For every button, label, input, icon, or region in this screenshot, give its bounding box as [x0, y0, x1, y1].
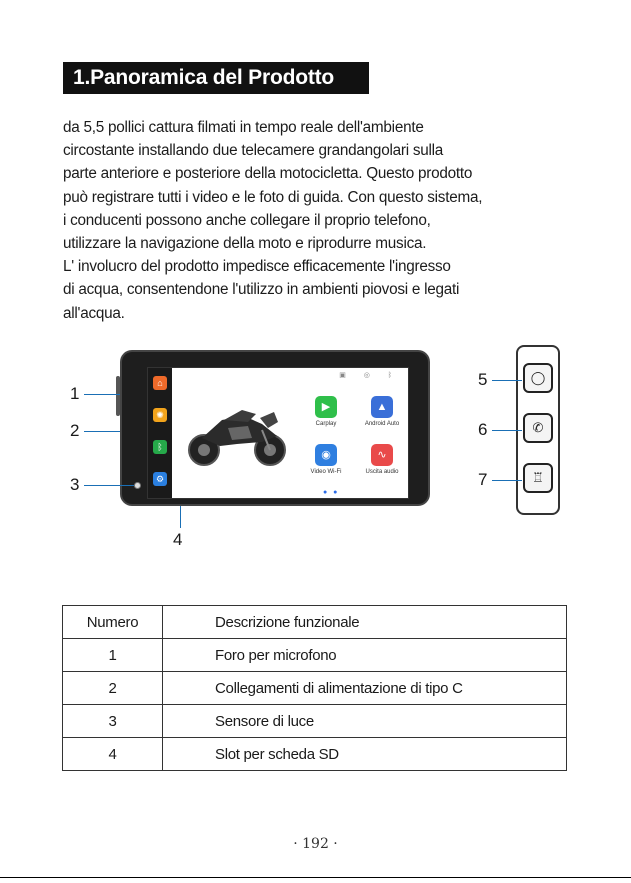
intro-line: da 5,5 pollici cattura filmati in tempo reale dell'ambiente	[63, 119, 424, 136]
circle-button-icon: ◯	[523, 363, 553, 393]
table-cell: Sensore di luce	[163, 705, 567, 738]
intro-line: può registrare tutti i video e le foto di guida. Con questo sistema,	[63, 188, 483, 206]
table-row	[63, 738, 567, 771]
callout-5: 5	[478, 370, 488, 389]
table-cell: 3	[63, 705, 163, 738]
intro-line: all'acqua.	[63, 304, 125, 322]
callout-line	[492, 430, 522, 431]
table-header: Descrizione funzionale	[163, 606, 567, 639]
table-cell: Slot per scheda SD	[163, 738, 567, 771]
function-table	[62, 605, 567, 771]
status-icons: ▣ ◎ ᛒ	[339, 372, 400, 379]
callout-7: 7	[478, 470, 488, 489]
page-dots: ● ●	[323, 489, 340, 496]
page-number: · 192 ·	[293, 836, 338, 852]
bluetooth-icon: ᛒ	[153, 440, 167, 454]
remote-control	[516, 345, 560, 515]
app-label: Carplay	[315, 421, 337, 427]
callout-line	[492, 380, 522, 381]
voice-button-icon: ♖	[523, 463, 553, 493]
callout-2: 2	[70, 421, 80, 440]
table-cell: 2	[63, 672, 163, 705]
intro-line: parte anteriore e posteriore della motocicletta. Questo prodotto	[63, 165, 473, 183]
table-cell: 4	[63, 738, 163, 771]
callout-1: 1	[70, 384, 80, 403]
table-cell: 1	[63, 639, 163, 672]
table-row	[63, 639, 567, 672]
home-icon: ⌂	[153, 376, 167, 390]
callout-line	[84, 485, 134, 486]
motorcycle-image	[182, 398, 292, 470]
divider	[0, 877, 631, 878]
table-cell: Collegamenti di alimentazione di tipo C	[163, 672, 567, 705]
intro-line: circostante installando due telecamere grandangolari sulla	[63, 142, 444, 160]
table-cell: Foro per microfono	[163, 639, 567, 672]
brightness-icon: ✺	[153, 408, 167, 422]
intro-line: di acqua, consentendone l'utilizzo in ambienti piovosi e legati	[63, 281, 460, 299]
app-carplay[interactable]	[300, 396, 352, 427]
settings-icon: ⚙	[153, 472, 167, 486]
table-row	[63, 705, 567, 738]
callout-line	[492, 480, 522, 481]
device-illustration	[120, 350, 430, 506]
callout-3: 3	[70, 475, 80, 494]
callout-line	[180, 506, 181, 528]
intro-line: i conducenti possono anche collegare il proprio telefono,	[63, 211, 431, 229]
app-video-wifi[interactable]	[300, 444, 352, 475]
table-header: Numero	[63, 606, 163, 639]
section-heading: 1.Panoramica del Prodotto	[63, 62, 369, 94]
app-label: Android Auto	[364, 421, 400, 427]
audio-icon: ∿	[371, 444, 393, 466]
light-sensor	[134, 482, 141, 489]
android-auto-icon: ▲	[371, 396, 393, 418]
callout-line	[84, 394, 120, 395]
device-screen	[147, 367, 409, 499]
table-header-row	[63, 606, 567, 639]
app-label: Video Wi-Fi	[310, 469, 342, 475]
phone-button-icon: ✆	[523, 413, 553, 443]
callout-line	[84, 431, 120, 432]
intro-line: L' involucro del prodotto impedisce efficacemente l'ingresso	[63, 258, 451, 276]
carplay-icon: ▶	[315, 396, 337, 418]
app-android-auto[interactable]	[356, 396, 408, 427]
app-label: Uscita audio	[365, 469, 399, 475]
intro-paragraph	[63, 116, 583, 325]
callout-4: 4	[173, 530, 183, 549]
app-audio-output[interactable]	[356, 444, 408, 475]
side-dock	[148, 368, 172, 498]
intro-line: utilizzare la navigazione della moto e riprodurre musica.	[63, 235, 427, 253]
table-row	[63, 672, 567, 705]
callout-6: 6	[478, 420, 488, 439]
wifi-icon: ◉	[315, 444, 337, 466]
